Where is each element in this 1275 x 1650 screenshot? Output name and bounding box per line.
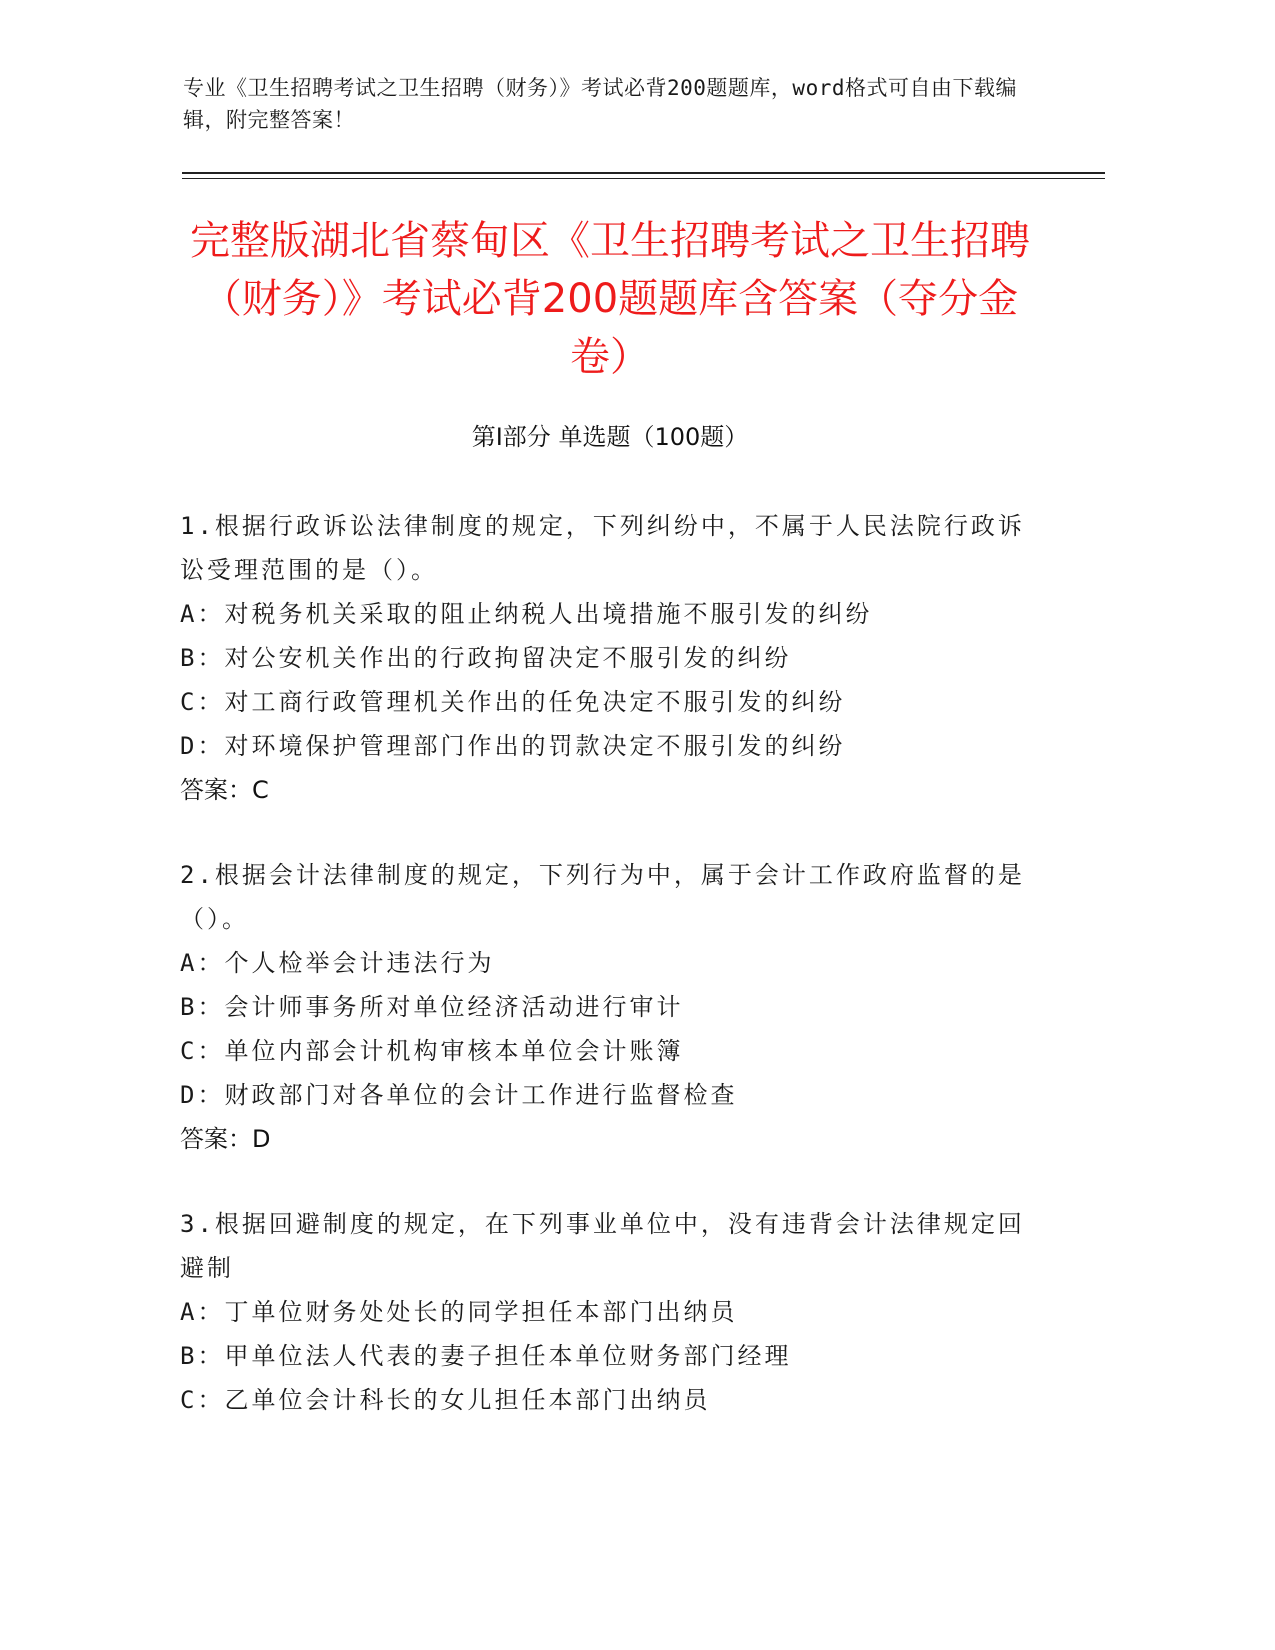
header-rule-thick [182, 172, 1105, 174]
question-2 [180, 853, 1040, 1161]
option-c: C：乙单位会计科长的女儿担任本部门出纳员 [180, 1386, 711, 1414]
answer: 答案：C [180, 776, 269, 804]
option-d: D：财政部门对各单位的会计工作进行监督检查 [180, 1081, 738, 1109]
question-3 [180, 1202, 1040, 1422]
option-b: B：会计师事务所对单位经济活动进行审计 [180, 993, 684, 1021]
option-b: B：甲单位法人代表的妻子担任本单位财务部门经理 [180, 1342, 792, 1370]
option-b: B：对公安机关作出的行政拘留决定不服引发的纠纷 [180, 644, 792, 672]
answer: 答案：D [180, 1125, 271, 1153]
section-heading: 第Ⅰ部分 单选题（100题） [471, 423, 749, 451]
header-note: 专业《卫生招聘考试之卫生招聘（财务）》考试必背200题题库，word格式可自由下载编辑，附完整答案！ [183, 76, 1017, 132]
option-c: C：单位内部会计机构审核本单位会计账簿 [180, 1037, 684, 1065]
document-title: 完整版湖北省蔡甸区《卫生招聘考试之卫生招聘（财务）》考试必背200题题库含答案（夺分金卷） [190, 218, 1030, 380]
option-a: A：丁单位财务处处长的同学担任本部门出纳员 [180, 1298, 738, 1326]
option-d: D：对环境保护管理部门作出的罚款决定不服引发的纠纷 [180, 732, 846, 760]
question-list [180, 504, 1040, 1463]
question-stem: 3.根据回避制度的规定，在下列事业单位中，没有违背会计法律规定回避制 [180, 1210, 1025, 1282]
header-rule-thin [182, 178, 1105, 179]
option-a: A：对税务机关采取的阻止纳税人出境措施不服引发的纠纷 [180, 600, 873, 628]
question-1 [180, 504, 1040, 812]
question-stem: 2.根据会计法律制度的规定，下列行为中，属于会计工作政府监督的是（）。 [180, 861, 1025, 933]
question-stem: 1.根据行政诉讼法律制度的规定，下列纠纷中，不属于人民法院行政诉讼受理范围的是（）。 [180, 512, 1025, 584]
option-c: C：对工商行政管理机关作出的任免决定不服引发的纠纷 [180, 688, 846, 716]
option-a: A：个人检举会计违法行为 [180, 949, 495, 977]
